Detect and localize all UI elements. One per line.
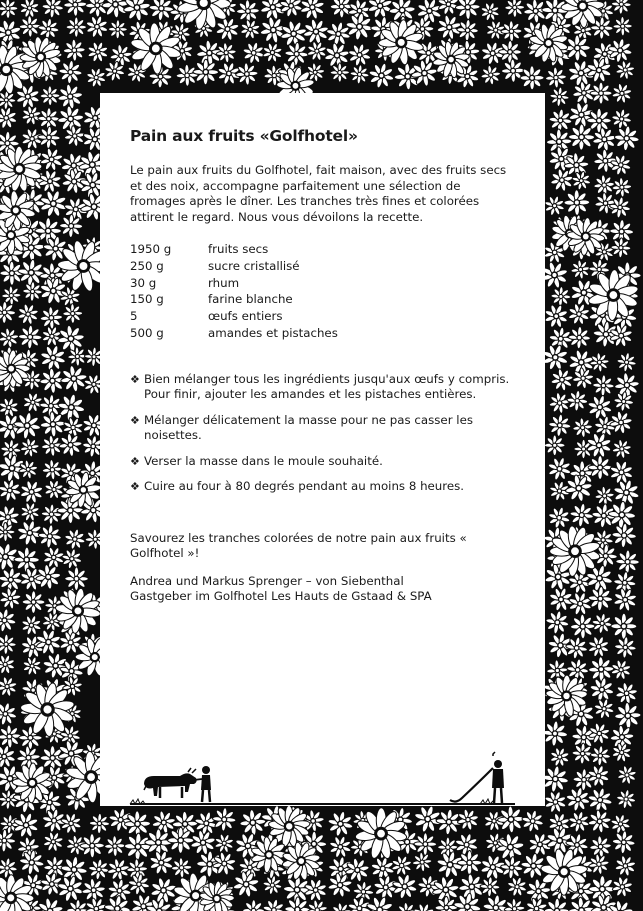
flower-icon [0, 725, 21, 748]
ingredient-row [130, 258, 510, 275]
flower-icon [0, 398, 19, 418]
flower-icon [590, 677, 614, 701]
flower-icon [590, 353, 610, 373]
flower-icon [1, 439, 21, 459]
flower-icon [594, 699, 614, 719]
flower-icon [0, 543, 19, 570]
flower-icon [592, 127, 616, 151]
recipe-intro: Le pain aux fruits du Golfhotel, fait maison, avec des fruits secs et des noix, accompagne parfaitement une sélection de fromages après le dîner. Les tranches très fines et colorées attirent le regard. Nous vous dévoilons la recette. [130, 163, 507, 224]
flower-icon [457, 809, 479, 831]
flower-icon [501, 21, 522, 42]
flower-icon [611, 0, 631, 14]
flower-icon [568, 811, 589, 832]
flower-icon [105, 836, 126, 857]
flower-icon [17, 304, 38, 325]
ingredient-name: fruits secs [208, 242, 269, 256]
flower-icon [303, 19, 329, 45]
flower-icon [499, 40, 522, 63]
flower-icon [588, 636, 609, 657]
flower-icon [87, 42, 108, 63]
flower-icon [214, 834, 233, 853]
flower-icon [19, 16, 40, 37]
flower-icon [500, 856, 523, 879]
flower-icon [42, 0, 64, 18]
flower-icon [567, 390, 588, 411]
flower-icon [588, 657, 613, 682]
flower-icon [588, 810, 611, 833]
flower-icon [0, 858, 17, 879]
flower-icon [568, 326, 590, 348]
flower-icon [542, 721, 568, 747]
flower-icon [614, 637, 636, 659]
flower-icon [587, 395, 612, 420]
ingredient-row [130, 291, 510, 308]
flower-icon [43, 832, 63, 852]
flower-icon [520, 66, 544, 90]
recipe-panel [100, 93, 545, 806]
flower-icon [551, 368, 574, 391]
flower-icon [63, 417, 84, 438]
flower-icon [330, 0, 353, 18]
flower-icon [127, 859, 148, 880]
cow-farmer-alphorn-icon [100, 726, 545, 806]
flower-icon [263, 899, 285, 911]
flower-icon [615, 855, 636, 876]
flower-icon [613, 588, 637, 612]
flower-icon [455, 0, 480, 20]
flower-icon [324, 43, 350, 69]
flower-icon [616, 60, 635, 79]
flower-icon [573, 418, 593, 438]
flower-icon [590, 746, 610, 766]
ingredient-name: rhum [208, 275, 240, 290]
flower-icon [368, 0, 393, 18]
step-text: Cuire au four à 80 degrés pendant au moins 8 heures. [144, 479, 465, 494]
closing-text: Savourez les tranches colorées de notre pain aux fruits « Golfhotel »! [130, 530, 467, 561]
flower-icon [481, 65, 501, 85]
diamond-bullet-icon: ❖ [130, 454, 140, 468]
ingredient-row [130, 241, 510, 258]
flower-icon [14, 412, 41, 439]
flower-icon [168, 827, 194, 853]
flower-icon [548, 813, 570, 835]
flower-icon [236, 0, 259, 23]
flower-icon [89, 813, 109, 833]
diamond-bullet-icon: ❖ [130, 372, 140, 386]
flower-icon [42, 459, 63, 480]
flower-icon [17, 746, 41, 770]
flower-icon [526, 898, 548, 911]
flower-icon [612, 831, 635, 854]
flower-icon [23, 392, 43, 412]
flower-icon [616, 789, 635, 808]
flower-icon [329, 836, 351, 858]
step-item [130, 372, 510, 403]
flower-icon [0, 634, 16, 654]
flower-icon [22, 591, 45, 614]
flower-icon [236, 63, 259, 86]
flower-icon [412, 852, 432, 872]
flower-icon [590, 836, 612, 858]
flower-icon [109, 808, 133, 832]
ingredient-quantity: 250 g [130, 258, 164, 273]
flower-icon [529, 23, 569, 63]
flower-icon [328, 811, 354, 837]
flower-icon [414, 833, 437, 856]
flower-icon [63, 304, 83, 324]
flower-icon [41, 504, 61, 525]
flower-icon [550, 87, 570, 107]
flower-icon [149, 851, 173, 875]
flower-icon [58, 84, 83, 109]
flower-icon [611, 238, 631, 258]
flower-icon [0, 455, 26, 482]
flower-icon [505, 0, 525, 17]
flower-icon [194, 811, 218, 835]
flower-icon [413, 903, 434, 911]
flower-icon [20, 480, 43, 503]
flower-icon [392, 874, 417, 899]
flower-icon [36, 564, 61, 589]
flower-icon [590, 82, 612, 104]
flower-icon [280, 0, 303, 17]
flower-icon [17, 520, 42, 545]
ingredient-name: farine blanche [208, 292, 293, 307]
flower-icon [544, 304, 568, 328]
flower-icon [40, 307, 63, 330]
flower-icon [588, 586, 613, 611]
flower-icon [542, 766, 569, 793]
ingredient-name: amandes et pistaches [208, 325, 338, 340]
ingredient-quantity: 1950 g [130, 242, 172, 256]
flower-icon [566, 787, 590, 811]
flower-icon [57, 325, 84, 352]
flower-icon [176, 64, 198, 86]
flower-icon [480, 877, 500, 897]
flower-icon [507, 877, 527, 897]
flower-icon [350, 65, 369, 84]
flower-icon [0, 479, 21, 502]
flower-icon [369, 63, 395, 89]
flower-icon [171, 858, 191, 878]
flower-icon [23, 657, 42, 676]
flower-icon [65, 567, 89, 591]
flower-icon [86, 16, 108, 38]
flower-icon [572, 743, 593, 764]
flower-icon [0, 107, 17, 129]
flower-icon [64, 0, 87, 16]
flower-icon [564, 190, 590, 216]
flower-icon [67, 900, 89, 911]
ingredient-quantity: 150 g [130, 292, 164, 307]
flower-icon [38, 525, 61, 549]
flower-icon [20, 0, 40, 18]
flower-icon [570, 503, 594, 527]
flower-icon [613, 16, 632, 35]
preparation-steps [130, 372, 510, 495]
flower-icon [240, 809, 266, 835]
flower-icon [64, 529, 85, 550]
flower-icon [193, 59, 219, 85]
flower-icon [612, 439, 632, 459]
step-item [130, 479, 510, 495]
flower-icon [0, 0, 18, 18]
flower-icon [497, 806, 524, 833]
flower-icon [588, 788, 613, 813]
flower-icon [549, 109, 572, 132]
flower-icon [612, 523, 637, 548]
flower-icon [549, 392, 570, 413]
flower-icon [588, 455, 612, 479]
flower-icon [592, 613, 613, 634]
flower-icon [548, 457, 572, 481]
flower-icon [348, 43, 371, 66]
flower-icon [612, 83, 632, 103]
step-item [130, 413, 510, 444]
flower-icon [437, 15, 462, 40]
flower-icon [545, 611, 569, 635]
flower-icon [615, 682, 637, 704]
flower-icon [0, 702, 17, 725]
flower-icon [243, 900, 265, 911]
ingredient-row [130, 325, 510, 342]
flower-icon [548, 507, 570, 529]
flower-icon [86, 68, 106, 88]
flower-icon [88, 859, 109, 880]
flower-icon [263, 875, 282, 894]
flower-icon [544, 196, 564, 216]
flower-icon [123, 0, 150, 21]
flower-icon [110, 44, 133, 67]
flower-icon [282, 842, 321, 881]
flower-icon [216, 17, 240, 41]
flower-icon [611, 660, 631, 680]
flower-icon [307, 41, 327, 61]
flower-icon [280, 20, 307, 47]
flower-icon [212, 808, 236, 832]
recipe-content [130, 127, 510, 605]
flower-icon [80, 834, 104, 858]
signature-names: Andrea und Markus Sprenger – von Siebenthal [130, 573, 404, 588]
flower-icon [300, 0, 325, 20]
flower-icon [550, 747, 569, 766]
ingredient-row [130, 308, 510, 325]
flower-icon [0, 568, 23, 592]
flower-icon [60, 365, 87, 392]
flower-icon [149, 0, 174, 21]
flower-icon [240, 19, 260, 39]
step-text: Bien mélanger tous les ingrédients jusqu'aux œufs y compris. Pour finir, ajouter les amandes et les pistaches entières. [144, 371, 510, 402]
flower-icon [18, 259, 45, 286]
flower-icon [285, 42, 309, 66]
flower-icon [18, 325, 42, 349]
ingredient-name: œufs entiers [208, 309, 283, 324]
ingredient-quantity: 500 g [130, 325, 164, 340]
flower-icon [481, 2, 500, 21]
flower-icon [545, 67, 566, 88]
flower-icon [544, 791, 566, 813]
flower-icon [64, 125, 85, 146]
ingredient-quantity: 30 g [130, 275, 157, 290]
step-item [130, 454, 510, 470]
ingredient-row [130, 275, 510, 292]
flower-icon [330, 63, 349, 82]
flower-icon [371, 857, 395, 881]
flower-icon [0, 609, 16, 633]
flower-icon [616, 550, 640, 574]
flower-icon [374, 875, 398, 899]
flower-icon [544, 898, 569, 911]
flower-icon [59, 433, 82, 456]
flower-icon [20, 502, 39, 521]
flower-icon [21, 615, 41, 635]
flower-icon [38, 126, 61, 148]
flower-icon [66, 17, 86, 37]
flower-icon [63, 39, 85, 61]
flower-icon [457, 19, 479, 41]
recipe-title: Pain aux fruits «Golfhotel» [130, 127, 358, 145]
flower-icon [610, 725, 634, 749]
flower-icon [542, 344, 568, 370]
flower-icon [568, 124, 594, 150]
flower-icon [608, 501, 636, 529]
flower-icon [40, 148, 63, 171]
flower-icon [455, 833, 478, 856]
flower-icon [571, 260, 591, 280]
signature-role: Gastgeber im Golfhotel Les Hauts de Gstaad & SPA [130, 589, 432, 604]
flower-icon [522, 810, 544, 832]
flower-icon [262, 43, 282, 63]
flower-icon [307, 900, 328, 911]
flower-icon [612, 177, 632, 197]
ingredient-name: sucre cristallisé [208, 258, 300, 273]
flower-icon [609, 411, 632, 434]
diamond-bullet-icon: ❖ [130, 413, 140, 427]
flower-icon [614, 126, 639, 151]
flower-icon [544, 435, 565, 456]
flower-icon [59, 60, 82, 83]
flower-icon [611, 613, 637, 639]
flower-icon [391, 855, 412, 876]
flower-icon [60, 214, 83, 237]
flower-icon [0, 745, 16, 768]
flower-icon [570, 614, 595, 639]
flower-icon [588, 723, 610, 745]
flower-icon [617, 352, 637, 372]
flower-icon [23, 282, 43, 302]
step-text: Verser la masse dans le moule souhaité. [144, 453, 383, 468]
flower-icon [62, 549, 82, 569]
flower-icon [564, 35, 590, 61]
flower-icon [0, 328, 19, 348]
flower-icon [611, 814, 631, 834]
flower-icon [20, 438, 39, 457]
flower-icon [568, 303, 590, 325]
ingredients-list [130, 241, 510, 342]
step-text: Mélanger délicatement la masse pour ne pas casser les noisettes. [144, 412, 473, 443]
flower-icon [612, 876, 633, 897]
flower-icon [108, 20, 127, 39]
flower-icon [617, 765, 636, 784]
flower-icon [124, 833, 151, 860]
flower-icon [38, 18, 59, 39]
flower-icon [243, 42, 265, 64]
flower-icon [457, 850, 481, 874]
flower-icon [551, 286, 571, 306]
flower-icon [549, 414, 571, 437]
ingredient-quantity: 5 [130, 309, 138, 324]
flower-icon [22, 106, 42, 126]
flower-icon [0, 655, 15, 675]
flower-icon [504, 898, 525, 911]
flower-icon [593, 375, 615, 397]
flower-icon [595, 486, 615, 506]
flower-icon [0, 676, 17, 696]
flower-icon [615, 702, 642, 729]
flower-icon [40, 86, 60, 106]
diamond-bullet-icon: ❖ [130, 480, 140, 494]
flower-icon [0, 588, 21, 610]
flower-icon [40, 412, 66, 438]
